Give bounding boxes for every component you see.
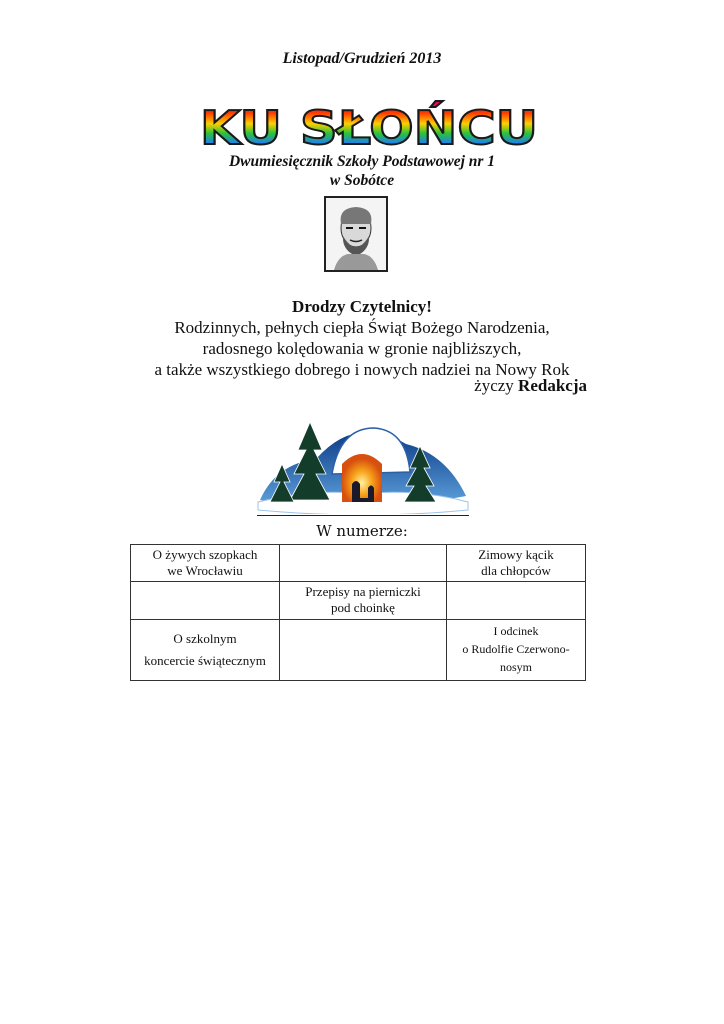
patron-portrait: [324, 196, 388, 272]
table-cell: [280, 545, 447, 582]
table-cell: [447, 545, 586, 582]
masthead-title: KU SŁOŃCU: [200, 101, 538, 152]
table-row: [131, 620, 586, 681]
portrait-drawing: [326, 198, 386, 270]
subtitle-line1: Dwumiesięcznik Szkoły Podstawowej nr 1: [228, 153, 496, 170]
table-cell: [131, 582, 280, 620]
table-cell: [280, 582, 447, 620]
table-row: [131, 582, 586, 620]
cell-line: I odcinek: [493, 624, 539, 638]
cell-line: Przepisy na pierniczki: [305, 584, 421, 599]
table-row: [131, 545, 586, 582]
table-cell: [131, 545, 280, 582]
cell-line: O żywych szopkach: [152, 547, 258, 562]
greeting-heading: Drodzy Czytelnicy!: [292, 297, 432, 316]
greeting-line: radosnego kolędowania w gronie najbliższych,: [202, 339, 522, 358]
cell-line: we Wrocławiu: [167, 563, 243, 578]
subtitle-line2: w Sobótce: [329, 172, 395, 189]
greeting-line: a także wszystkiego dobrego i nowych nadziei na Nowy Rok: [154, 360, 570, 379]
table-cell: [447, 582, 586, 620]
toc-title: W numerze:: [316, 522, 408, 540]
subtitle: [0, 152, 724, 190]
issue-date: Listopad/Grudzień 2013: [282, 50, 442, 67]
cell-line: koncercie świątecznym: [144, 653, 266, 668]
cell-line: nosym: [499, 660, 532, 674]
table-cell: [131, 620, 280, 681]
signature-prefix: życzy: [474, 376, 514, 395]
masthead-logo: [196, 100, 542, 152]
cell-line: dla chłopców: [481, 563, 551, 578]
cell-line: Zimowy kącik: [478, 547, 554, 562]
signature: [474, 376, 587, 396]
cell-line: O szkolnym: [173, 631, 237, 646]
signature-name: Redakcja: [518, 376, 587, 395]
section-divider: [257, 515, 469, 516]
table-cell: [280, 620, 447, 681]
contents-table: [130, 544, 586, 681]
cell-line: pod choinkę: [331, 600, 395, 615]
nativity-winter-illustration: [256, 404, 470, 514]
cell-line: o Rudolfie Czerwono-: [462, 642, 570, 656]
greeting: [0, 296, 724, 380]
table-cell: [447, 620, 586, 681]
greeting-line: Rodzinnych, pełnych ciepła Świąt Bożego Narodzenia,: [174, 318, 550, 337]
